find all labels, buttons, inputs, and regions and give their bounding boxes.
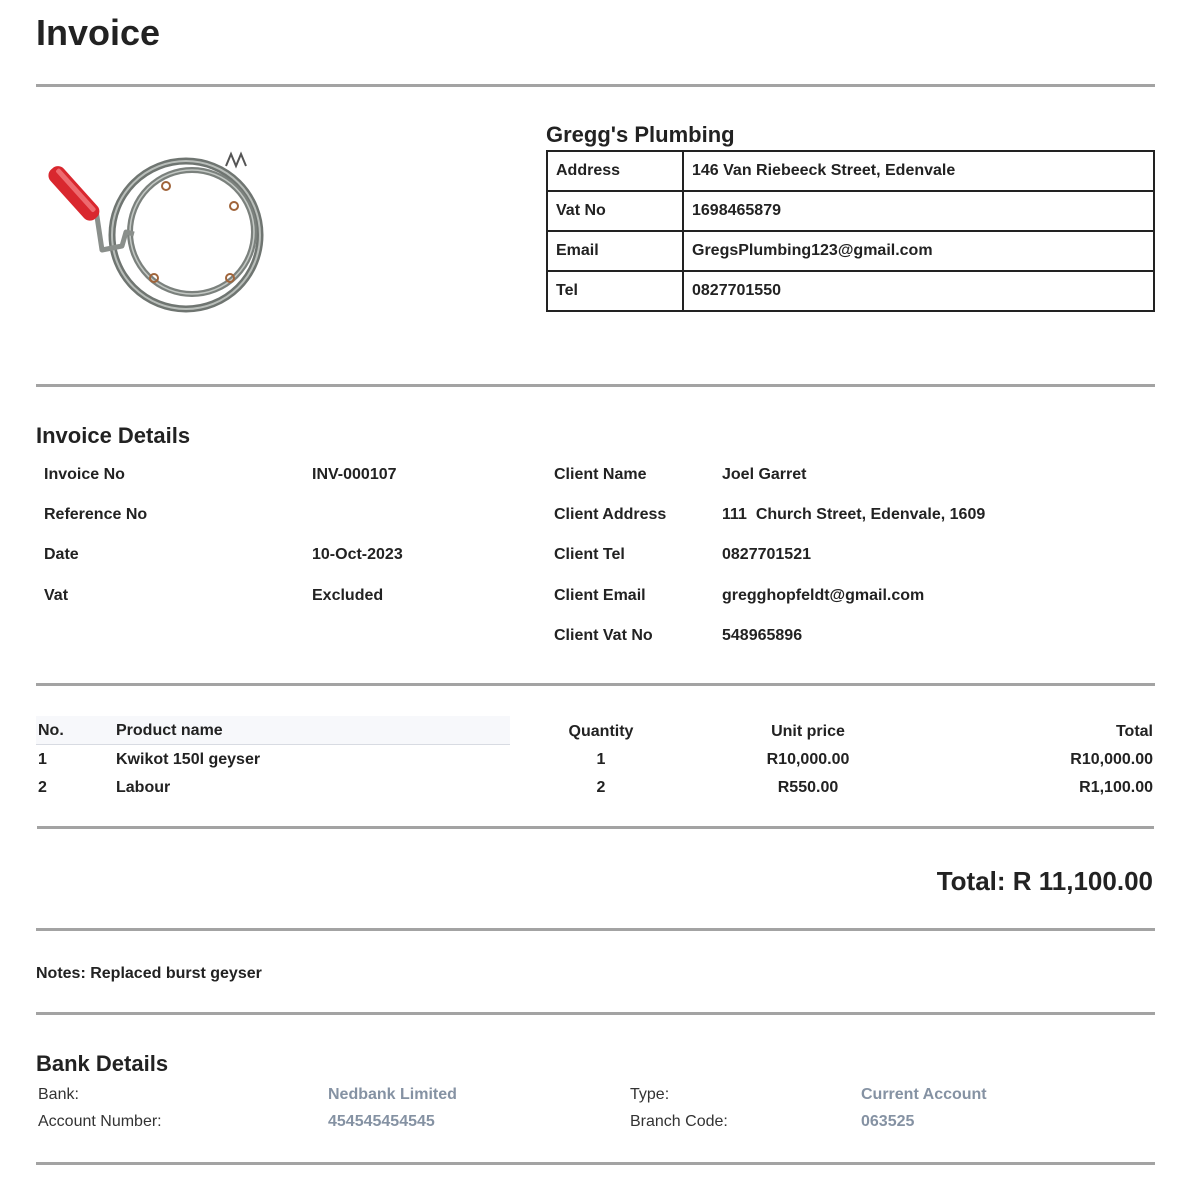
account-number-value: 454545454545 <box>328 1113 435 1130</box>
divider <box>36 928 1155 931</box>
col-header-quantity: Quantity <box>568 723 634 740</box>
col-header-product: Product name <box>116 722 223 739</box>
client-tel-value: 0827701521 <box>722 546 811 563</box>
notes: Notes: Replaced burst geyser <box>36 965 262 982</box>
row-total: R1,100.00 <box>1079 779 1153 796</box>
address-value: 146 Van Riebeeck Street, Edenvale <box>683 151 1154 191</box>
company-info-table <box>546 150 1155 312</box>
row-unit-price: R550.00 <box>777 779 839 796</box>
email-label: Email <box>547 231 683 271</box>
row-unit-price: R10,000.00 <box>766 751 850 768</box>
account-type-value: Current Account <box>861 1086 987 1103</box>
divider <box>36 683 1155 686</box>
bank-value: Nedbank Limited <box>328 1086 457 1103</box>
table-header-background <box>36 716 510 745</box>
divider <box>36 1012 1155 1015</box>
client-vat-value: 548965896 <box>722 627 803 644</box>
address-label: Address <box>547 151 683 191</box>
company-name: Gregg's Plumbing <box>546 122 735 147</box>
client-vat-label: Client Vat No <box>554 627 653 644</box>
client-name-value: Joel Garret <box>722 466 807 483</box>
date-label: Date <box>44 546 79 563</box>
company-row <box>547 191 1154 231</box>
account-number-label: Account Number: <box>38 1113 162 1130</box>
client-email-value: gregghopfeldt@gmail.com <box>722 587 925 604</box>
branch-code-value: 063525 <box>861 1113 915 1130</box>
col-header-total: Total <box>1115 723 1153 740</box>
divider <box>36 1162 1155 1165</box>
row-no: 1 <box>38 751 47 768</box>
tel-value: 0827701550 <box>683 271 1154 311</box>
page-title: Invoice <box>36 12 161 53</box>
company-row <box>547 271 1154 311</box>
client-tel-label: Client Tel <box>554 546 625 563</box>
company-row <box>547 231 1154 271</box>
vat-status-value: Excluded <box>312 587 384 604</box>
invoice-no-label: Invoice No <box>44 466 125 483</box>
reference-no-label: Reference No <box>44 506 148 523</box>
client-address-value: 111 Church Street, Edenvale, 1609 <box>722 506 986 523</box>
grand-total: Total: R 11,100.00 <box>936 866 1153 896</box>
bank-label: Bank: <box>38 1086 79 1103</box>
row-quantity: 1 <box>596 751 606 768</box>
vat-label: Vat No <box>547 191 683 231</box>
col-header-no: No. <box>38 722 64 739</box>
invoice-details-heading: Invoice Details <box>36 423 191 448</box>
divider <box>37 826 1154 829</box>
vat-value: 1698465879 <box>683 191 1154 231</box>
row-no: 2 <box>38 779 47 796</box>
company-row <box>547 151 1154 191</box>
tel-label: Tel <box>547 271 683 311</box>
client-email-label: Client Email <box>554 587 646 604</box>
divider <box>36 84 1155 87</box>
bank-details-heading: Bank Details <box>36 1051 169 1076</box>
client-address-label: Client Address <box>554 506 667 523</box>
row-product: Kwikot 150l geyser <box>116 751 261 768</box>
date-value: 10-Oct-2023 <box>312 546 403 563</box>
row-product: Labour <box>116 779 171 796</box>
drain-snake-logo <box>36 150 286 330</box>
row-total: R10,000.00 <box>1070 751 1153 768</box>
divider <box>36 384 1155 387</box>
email-value: GregsPlumbing123@gmail.com <box>683 231 1154 271</box>
col-header-unit-price: Unit price <box>771 723 845 740</box>
branch-code-label: Branch Code: <box>630 1113 728 1130</box>
client-name-label: Client Name <box>554 466 647 483</box>
invoice-no-value: INV-000107 <box>312 466 397 483</box>
vat-status-label: Vat <box>44 587 69 604</box>
row-quantity: 2 <box>596 779 606 796</box>
account-type-label: Type: <box>630 1086 670 1103</box>
